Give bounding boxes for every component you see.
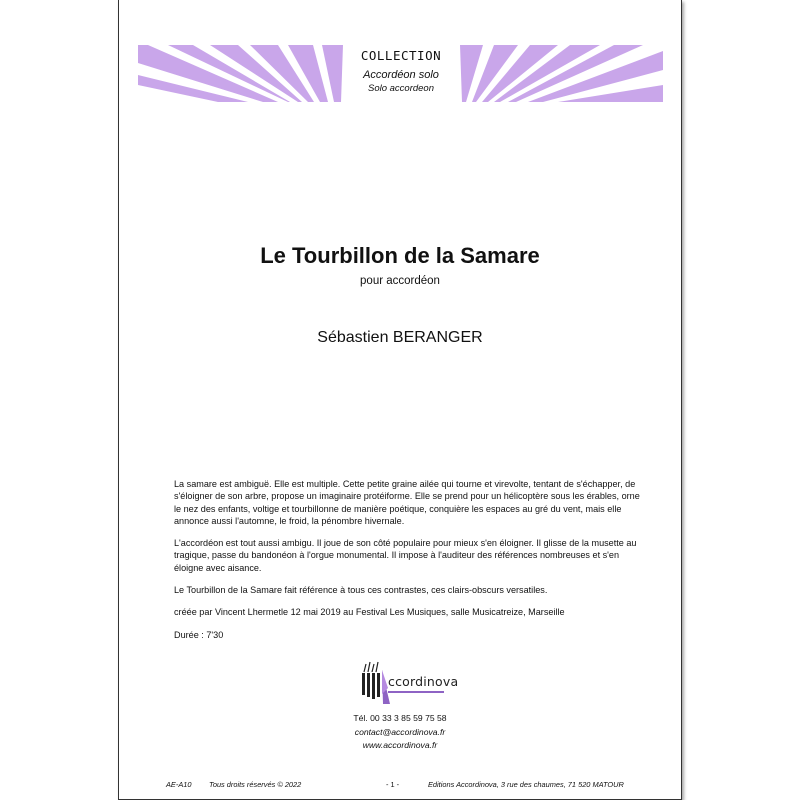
accordinova-logo <box>352 660 459 708</box>
collection-label-box <box>344 45 458 102</box>
paragraph-accordion: L'accordéon est tout aussi ambigu. Il joue de son côté populaire pour mieux s'en éloigner. Il glisse de la musette au tragique, passe du bandonéon à l'orgue monumental. Il impose à l'auditeur des références nombreuses et s'en éloigne avec aisance. <box>174 538 637 573</box>
copyright-notice: Tous droits réservés © 2022 <box>209 780 302 789</box>
program-notes <box>174 478 644 651</box>
logo-wordmark: ccordinova <box>388 674 459 689</box>
email-link[interactable]: contact@accordinova.fr <box>354 726 446 737</box>
paragraph-premiere: créée par Vincent Lhermetle 12 mai 2019 au Festival Les Musiques, salle Musicatreize, Marseille <box>174 607 565 618</box>
paragraph-samare: La samare est ambiguë. Elle est multiple. Cette petite graine ailée qui tourne et virevolte, tentant de s'échapper, de s'éloigner de son arbre, propose un imaginaire protéiforme. Elle se prend pour un hélicoptère sous les érables, orne le nez des enfants, voltige et tourbillonne de manière poétique, conquière les espaces au gré du vent, mais elle annonce aussi l'automne, le froid, la pénombre hivernale. <box>174 479 640 526</box>
paragraph-contrasts: Le Tourbillon de la Samare fait référence à tous ces contrastes, ces clairs-obscurs versatiles. <box>174 585 548 596</box>
phone-number: Tél. 00 33 3 85 59 75 58 <box>353 713 447 723</box>
work-title: Le Tourbillon de la Samare <box>260 243 540 268</box>
website-link[interactable]: www.accordinova.fr <box>362 740 438 750</box>
catalog-code: AE-A10 <box>166 780 192 789</box>
logo-underline <box>388 691 444 693</box>
page-number: - 1 - <box>386 780 400 789</box>
publisher-address: Editions Accordinova, 3 rue des chaumes, 71 520 MATOUR <box>428 780 624 789</box>
series-name-fr: Accordéon solo <box>363 69 439 81</box>
collection-title: COLLECTION <box>360 48 442 63</box>
contact-block <box>118 712 682 753</box>
series-name-en: Solo accordeon <box>367 83 435 94</box>
composer-name: Sébastien BERANGER <box>317 329 483 346</box>
collection-banner <box>138 45 663 102</box>
paragraph-duration: Durée : 7'30 <box>174 629 224 640</box>
work-subtitle: pour accordéon <box>360 275 440 287</box>
